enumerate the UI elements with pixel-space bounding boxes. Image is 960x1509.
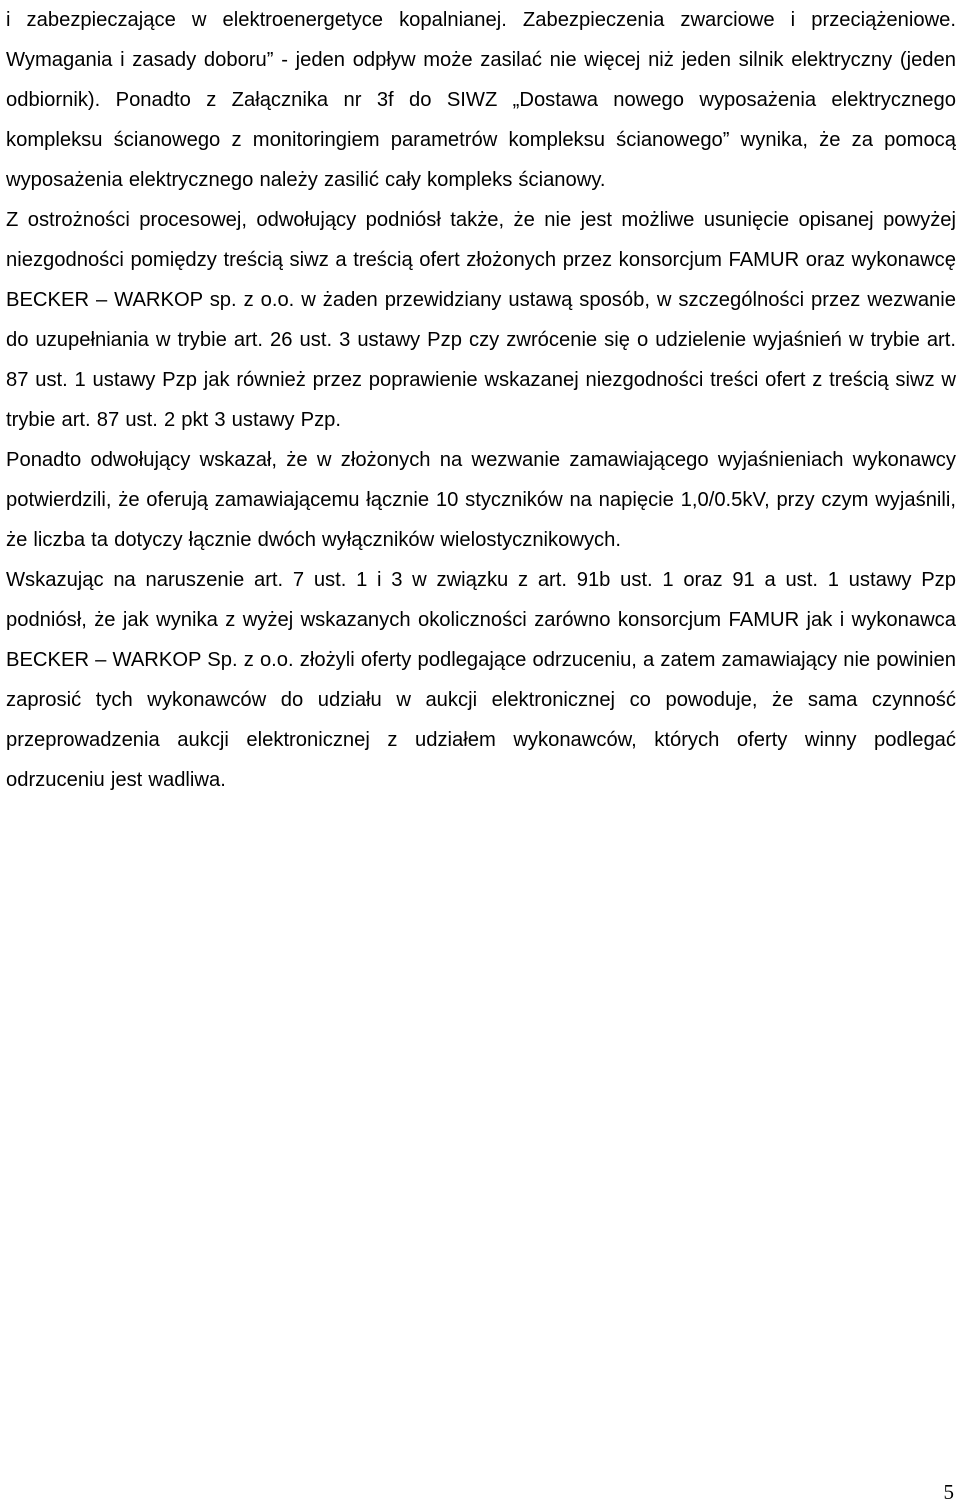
document-page (6, 0, 956, 800)
paragraph-4: Wskazując na naruszenie art. 7 ust. 1 i 3 w związku z art. 91b ust. 1 oraz 91 a ust. 1 ustawy Pzp podniósł, że jak wynika z wyżej wskazanych okoliczności zarówno konsorcjum FAMUR jak i wykonawca BECKER – WARKOP Sp. z o.o. złożyli oferty podlegające odrzuceniu, a zatem zamawiający nie powinien zaprosić tych wykonawców do udziału w aukcji elektronicznej co powoduje, że sama czynność przeprowadzenia aukcji elektronicznej z udziałem wykonawców, których oferty winny podlegać odrzuceniu jest wadliwa. (6, 569, 956, 791)
page-number: 5 (943, 1480, 954, 1504)
paragraph-1: i zabezpieczające w elektroenergetyce kopalnianej. Zabezpieczenia zwarciowe i przeciążeniowe. Wymagania i zasady doboru” - jeden odpływ może zasilać nie więcej niż jeden silnik elektryczny (jeden odbiornik). Ponadto z Załącznika nr 3f do SIWZ „Dostawa nowego wyposażenia elektrycznego kompleksu ścianowego z monitoringiem parametrów kompleksu ścianowego” wynika, że za pomocą wyposażenia elektrycznego należy zasilić cały kompleks ścianowy. (6, 9, 956, 191)
paragraph-2: Z ostrożności procesowej, odwołujący podniósł także, że nie jest możliwe usunięcie opisanej powyżej niezgodności pomiędzy treścią siwz a treścią ofert złożonych przez konsorcjum FAMUR oraz wykonawcę BECKER – WARKOP sp. z o.o. w żaden przewidziany ustawą sposób, w szczególności przez wezwanie do uzupełniania w trybie art. 26 ust. 3 ustawy Pzp czy zwrócenie się o udzielenie wyjaśnień w trybie art. 87 ust. 1 ustawy Pzp jak również przez poprawienie wskazanej niezgodności treści ofert z treścią siwz w trybie art. 87 ust. 2 pkt 3 ustawy Pzp. (6, 209, 956, 431)
paragraph-3: Ponadto odwołujący wskazał, że w złożonych na wezwanie zamawiającego wyjaśnieniach wykonawcy potwierdzili, że oferują zamawiającemu łącznie 10 styczników na napięcie 1,0/0.5kV, przy czym wyjaśnili, że liczba ta dotyczy łącznie dwóch wyłączników wielostycznikowych. (6, 449, 956, 551)
